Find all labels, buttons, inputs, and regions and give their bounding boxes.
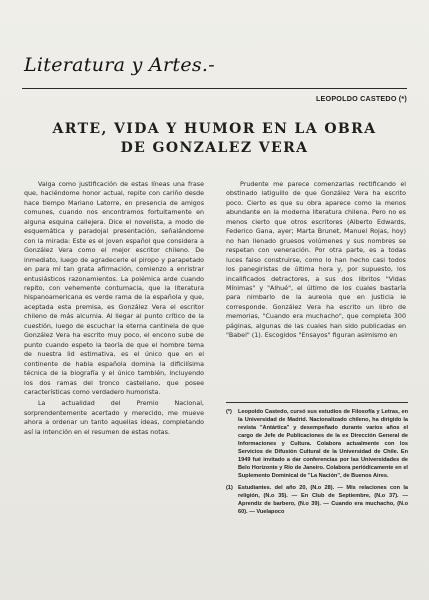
body-paragraph: Valga como justificación de estas líneas una frase que, haciéndome honor actual, repite con cariño desde hace tiempo Mariano Latorre, en presencia de amigos comunes, cuando nos encontramos fortuitamente en alguna esquina callejera. Dice el novelista, a modo de esquemática y paradojal presentación, señalándome con la mirada: Este es el joven español que considera a González Vera como el mejor escritor chileno. De inmediato, luego de agradecerle el piropo y parapetado en para mí tan grata afirmación, comienzo a enristrar entusiásticos razonamientos. La polémica arde cuando repito, con vehemente contumacia, que la literatura hispanoamericana es verde rama de la española y que, aceptada esta premisa, es González Vera el escritor chileno de más alcurnia. Al llegar al punto crítico de la cuestión, luego de escuchar la eterna cantinela de que González Vera ha escrito muy poco, el encono sube de punto cuando espeto la teoría de que el hombre tema de nuestra lid estimativa, es el único que en el continente de habla española domina la dificilísima técnica de la biografía y el único también, incluyendo los dos ramas del tronco castellano, que posee características como verdadero humorista.: [24, 181, 204, 396]
title-line-1: ARTE, VIDA Y HUMOR EN LA OBRA: [52, 121, 377, 137]
section-header: Literatura y Artes.-: [24, 54, 215, 76]
footnote: [226, 408, 408, 480]
footnote-text: Leopoldo Castedo, cursó sus estudios de Filosofía y Letras, en la Universidad de Madrid. Nacionalizado chileno, ha dirigido la revista "Antártica" y desempeñado durante varios años el cargo de Jefe de Publicaciones de la ex Dirección General de Informaciones y Cultura. Colabora actualmente con los Servicios de Difusión Cultural de la Universidad de Chile. En 1949 fué invitado a dar conferencias por las Universidades de Belo Horizonte y Río de Janeiro. Colabora periódicamente en el Suplemento Dominical de "La Nación", de Buenos Aires.: [238, 409, 408, 479]
footnote: [226, 484, 408, 516]
left-column: [24, 180, 204, 437]
footnote-text: Estudiantes. del año 20, (N.o 28). — Mis relaciones con la religión, (N.o 35). — En Club de Septiembre, (N.o 37). — Aprendiz de barbero, (N.o 39). — Cuando era muchacho, (N.o 60). — Vuelapoco: [238, 485, 408, 515]
header-rule: [22, 88, 407, 89]
article-title: [22, 120, 407, 158]
footnote-mark: (1): [226, 485, 233, 491]
body-paragraph: Prudente me parece comenzarlas rectificando el obstinado latiguillo de que González Vera ha escrito poco. Cierto es que su obra aparece como la menos abundante en la moderna literatura chilena. Pero no es menos cierto que otros escritores (Alberto Edwards, Federico Gana, ayer; Marta Brunet, Manuel Rojas, hoy) no han llenado gruesos volúmenes y sus nombres se respetan con veneración. Por otra parte, es a todas luces falso construirse, como lo han hecho casi todos los panegiristas de última hora y, por supuesto, los incalificados detractores, a sus dos libritos "Vidas Mínimas" y "Alhué", el último de los cuales bastaría para nimbarlo de la aureola que en justicia le corresponde. González Vera ha escrito un libro de memorias, "Cuando era muchacho", que completa 300 páginas, algunas de las cuales han sido publicadas en "Babel" (1). Escogidos "Ensayos" figuran asimismo en: [226, 181, 406, 340]
footnote-mark: (*): [226, 409, 232, 415]
author-credit: LEOPOLDO CASTEDO (*): [315, 94, 407, 103]
right-column: [226, 180, 406, 341]
body-paragraph: La actualidad del Premio Nacional, sorprendentemente acertado y merecido, me mueve ahora a ordenar un tanto aquellas ideas, completando así la intención en el resumen de estas notas.: [24, 400, 204, 436]
footnote-divider: [226, 402, 408, 403]
footnotes: [226, 408, 408, 520]
title-line-2: DE GONZALEZ VERA: [120, 140, 309, 156]
